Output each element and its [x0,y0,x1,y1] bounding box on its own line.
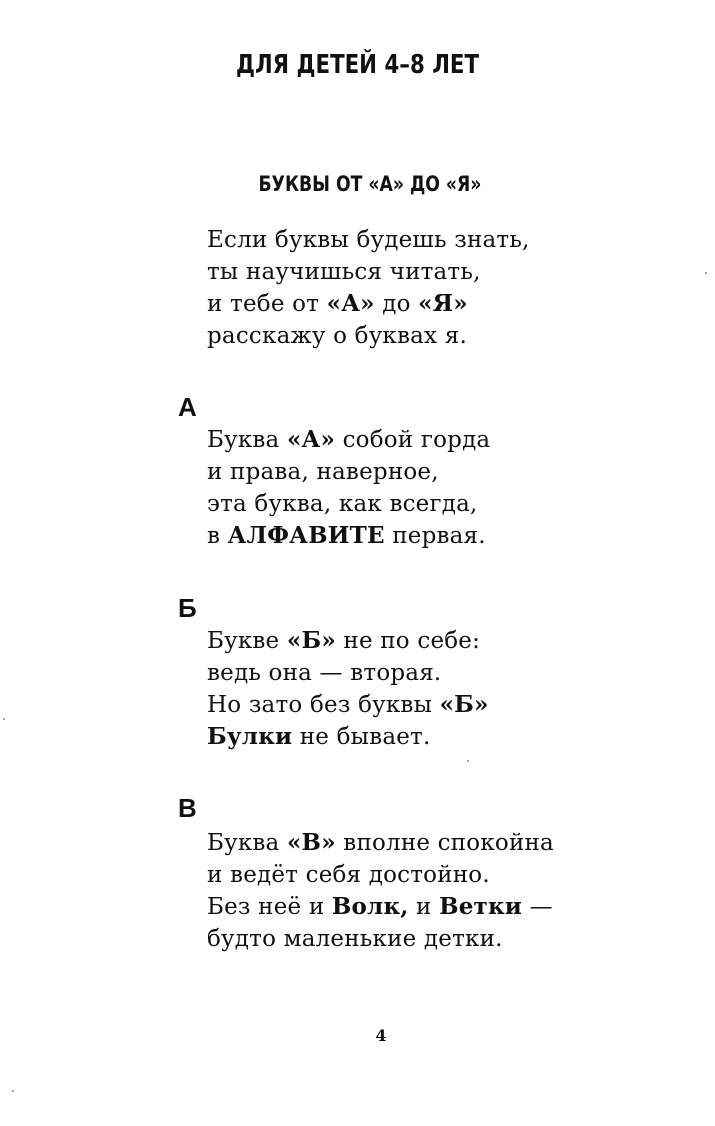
print-speck [705,272,707,274]
print-speck [12,1090,14,1092]
running-head: ДЛЯ ДЕТЕЙ 4–8 ЛЕТ [235,50,480,80]
stanza-line: и ведёт себя достойно. [207,862,490,888]
stanza-v [207,827,554,955]
stanza-line: и права, наверное, [207,459,439,485]
stanza-line: Буква «В» вполне спокойна [207,829,554,856]
print-speck [3,718,5,720]
stanza-line: Буква «А» собой горда [207,426,491,453]
letter-heading-a: А [178,392,197,422]
stanza-line: Без неё и Волк, и Ветки — [207,893,553,920]
stanza-line: ведь она — вторая. [207,660,442,686]
stanza-line: будто маленькие детки. [207,926,503,952]
poem-title: БУКВЫ ОТ «А» ДО «Я» [258,172,482,196]
stanza-a [207,424,490,552]
print-speck [467,760,469,762]
letter-heading-v: В [178,793,197,823]
page-number: 4 [375,1026,387,1045]
stanza-line: Булки не бывает. [207,723,431,750]
stanza-line: Букве «Б» не по себе: [207,627,481,654]
stanza-line: и тебе от «А» до «Я» [207,290,468,317]
stanza-line: эта буква, как всегда, [207,491,478,517]
stanza-line: расскажу о буквах я. [207,323,467,349]
stanza-line: Если буквы будешь знать, [207,227,530,253]
stanza-line: Но зато без буквы «Б» [207,691,489,718]
stanza-line: в АЛФАВИТЕ первая. [207,522,486,549]
stanza-b [207,625,489,753]
stanza-line: ты научишься читать, [207,259,481,285]
intro-stanza [207,224,530,352]
letter-heading-b: Б [178,593,197,623]
